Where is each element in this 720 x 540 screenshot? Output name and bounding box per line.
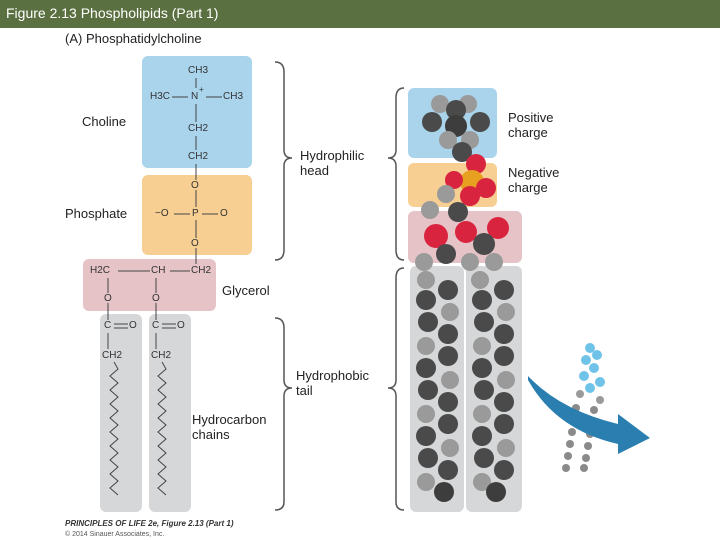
atom-ch2-tail-1: CH2 xyxy=(102,350,123,361)
brackets xyxy=(275,62,404,510)
atom-o-glycerol-2: O xyxy=(152,293,160,304)
negative-charge-label: Negative charge xyxy=(508,165,560,195)
positive-charge-label: Positive charge xyxy=(508,110,554,140)
glycerol-label: Glycerol xyxy=(222,283,270,298)
atom-ch2-glycerol: CH2 xyxy=(191,265,212,276)
atom-o-right: O xyxy=(220,208,228,219)
tail-box-left xyxy=(100,314,142,512)
atom-h3c-left: H3C xyxy=(150,91,171,102)
atom-ch2-b: CH2 xyxy=(188,151,209,162)
atom-ch-glycerol: CH xyxy=(151,265,166,276)
atom-o-glycerol-1: O xyxy=(104,293,112,304)
atom-ch2-tail-2: CH2 xyxy=(151,350,172,361)
atom-o-carbonyl-2: O xyxy=(177,320,185,331)
tail-box-right xyxy=(149,314,191,512)
panel-label: (A) Phosphatidylcholine xyxy=(65,31,202,46)
atom-n: N xyxy=(191,91,199,102)
figure-source: PRINCIPLES OF LIFE 2e, Figure 2.13 (Part 1) xyxy=(65,519,234,528)
atom-o-carbonyl-1: O xyxy=(129,320,137,331)
atom-c-2: C xyxy=(152,320,160,331)
hydrophobic-label: Hydrophobic tail xyxy=(296,368,369,398)
atom-ch2-a: CH2 xyxy=(188,123,209,134)
choline-label: Choline xyxy=(82,114,127,129)
atom-o-minus: −O xyxy=(155,208,169,219)
hydrophilic-label: Hydrophilic head xyxy=(300,148,365,178)
atom-o-1: O xyxy=(191,180,199,191)
hydrocarbon-label: Hydrocarbon chains xyxy=(192,412,267,442)
atom-o-2: O xyxy=(191,238,199,249)
atom-p: P xyxy=(192,208,199,219)
atom-c-1: C xyxy=(104,320,112,331)
phosphate-label: Phosphate xyxy=(65,206,128,221)
atom-ch3-top: CH3 xyxy=(188,65,209,76)
atom-h2c-glycerol: H2C xyxy=(90,265,111,276)
atom-n-charge: + xyxy=(199,85,204,94)
atom-ch3-right: CH3 xyxy=(223,91,244,102)
figure-title: Figure 2.13 Phospholipids (Part 1) xyxy=(6,5,219,21)
copyright: © 2014 Sinauer Associates, Inc. xyxy=(65,531,165,538)
